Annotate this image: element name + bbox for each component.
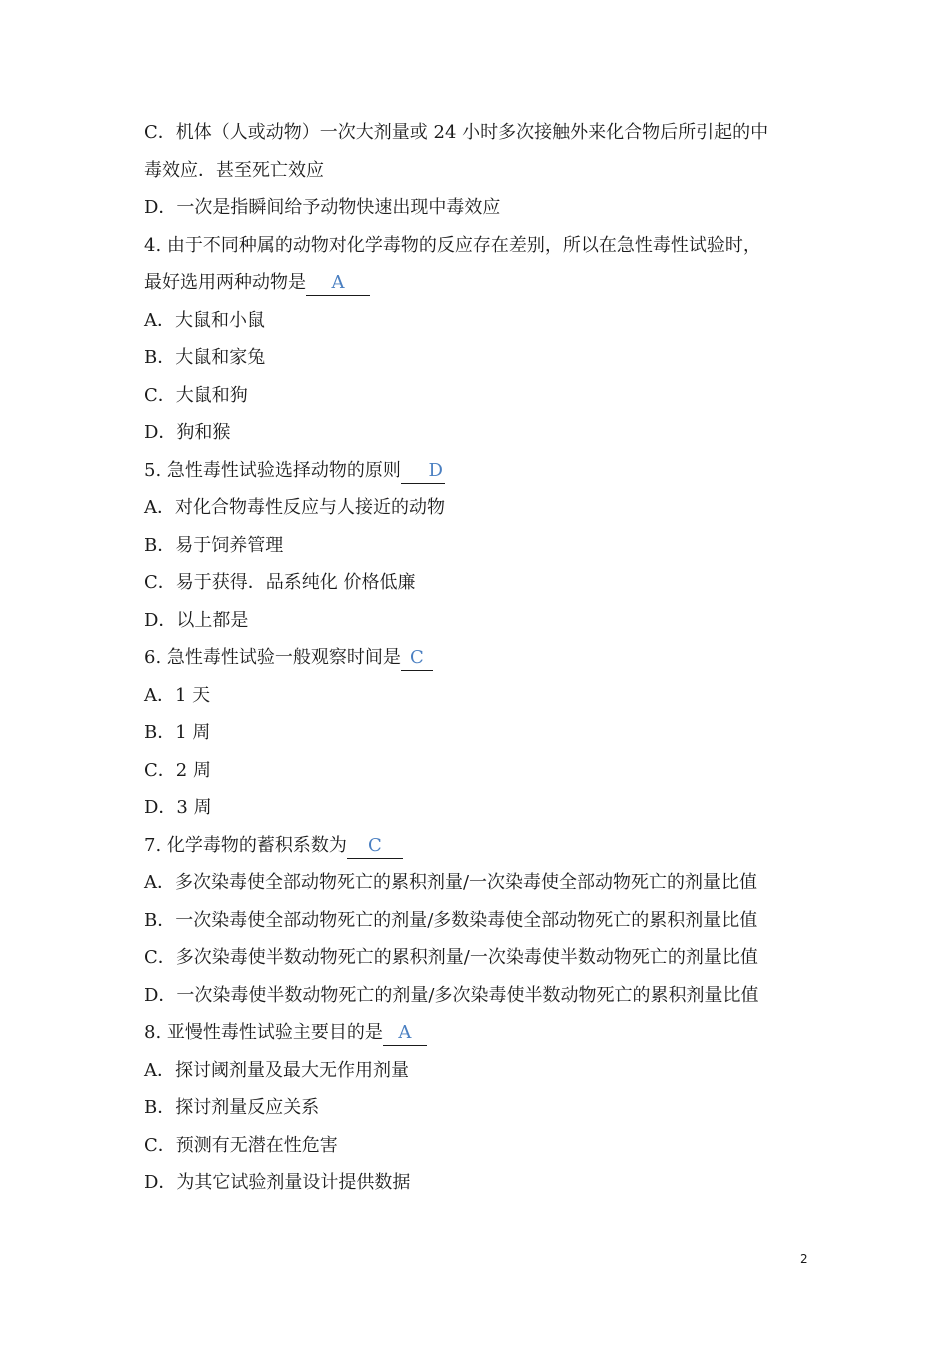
option-d: D．3 周	[144, 797, 212, 818]
page-number: 2	[800, 1252, 808, 1266]
option-a: A．大鼠和小鼠	[144, 310, 265, 331]
option-c: C．多次染毒使半数动物死亡的累积剂量/一次染毒使半数动物死亡的剂量比值	[144, 947, 758, 968]
option-b: B．易于饲养管理	[144, 535, 284, 556]
option-c: C．预测有无潜在性危害	[144, 1135, 338, 1156]
option-c: C．易于获得．品系纯化 价格低廉	[144, 572, 416, 593]
option-a: A．1 天	[144, 685, 211, 706]
answer-blank: C	[347, 834, 403, 859]
answer-blank: D	[401, 459, 445, 484]
question-4: 4. 由于不同种属的动物对化学毒物的反应存在差别，所以在急性毒性试验时，	[144, 235, 761, 256]
answer-blank: A	[383, 1021, 427, 1046]
answer-blank: C	[401, 646, 433, 671]
option-a: A．对化合物毒性反应与人接近的动物	[144, 497, 445, 518]
option-b: B．1 周	[144, 722, 211, 743]
question-6: 6. 急性毒性试验一般观察时间是 C	[144, 646, 433, 671]
option-a: A．探讨阈剂量及最大无作用剂量	[144, 1060, 409, 1081]
question-7: 7. 化学毒物的蓄积系数为 C	[144, 834, 403, 859]
option-c: C．2 周	[144, 760, 211, 781]
option-d: D．为其它试验剂量设计提供数据	[144, 1172, 411, 1193]
text-line: C．机体（人或动物）一次大剂量或 24 小时多次接触外来化合物后所引起的中	[144, 122, 769, 143]
question-4-stem: 最好选用两种动物是 A	[144, 271, 370, 296]
option-a: A．多次染毒使全部动物死亡的累积剂量/一次染毒使全部动物死亡的剂量比值	[144, 872, 758, 893]
option-b: B．大鼠和家兔	[144, 347, 266, 368]
text-line: 毒效应．甚至死亡效应	[144, 160, 324, 181]
question-5: 5. 急性毒性试验选择动物的原则 D	[144, 459, 445, 484]
text-line: D．一次是指瞬间给予动物快速出现中毒效应	[144, 197, 501, 218]
option-c: C．大鼠和狗	[144, 385, 248, 406]
option-b: B．探讨剂量反应关系	[144, 1097, 320, 1118]
option-d: D．一次染毒使半数动物死亡的剂量/多次染毒使半数动物死亡的累积剂量比值	[144, 985, 759, 1006]
question-8: 8. 亚慢性毒性试验主要目的是 A	[144, 1021, 427, 1046]
answer-blank: A	[306, 271, 370, 296]
option-d: D．以上都是	[144, 610, 249, 631]
option-d: D．狗和猴	[144, 422, 231, 443]
option-b: B．一次染毒使全部动物死亡的剂量/多数染毒使全部动物死亡的累积剂量比值	[144, 910, 758, 931]
